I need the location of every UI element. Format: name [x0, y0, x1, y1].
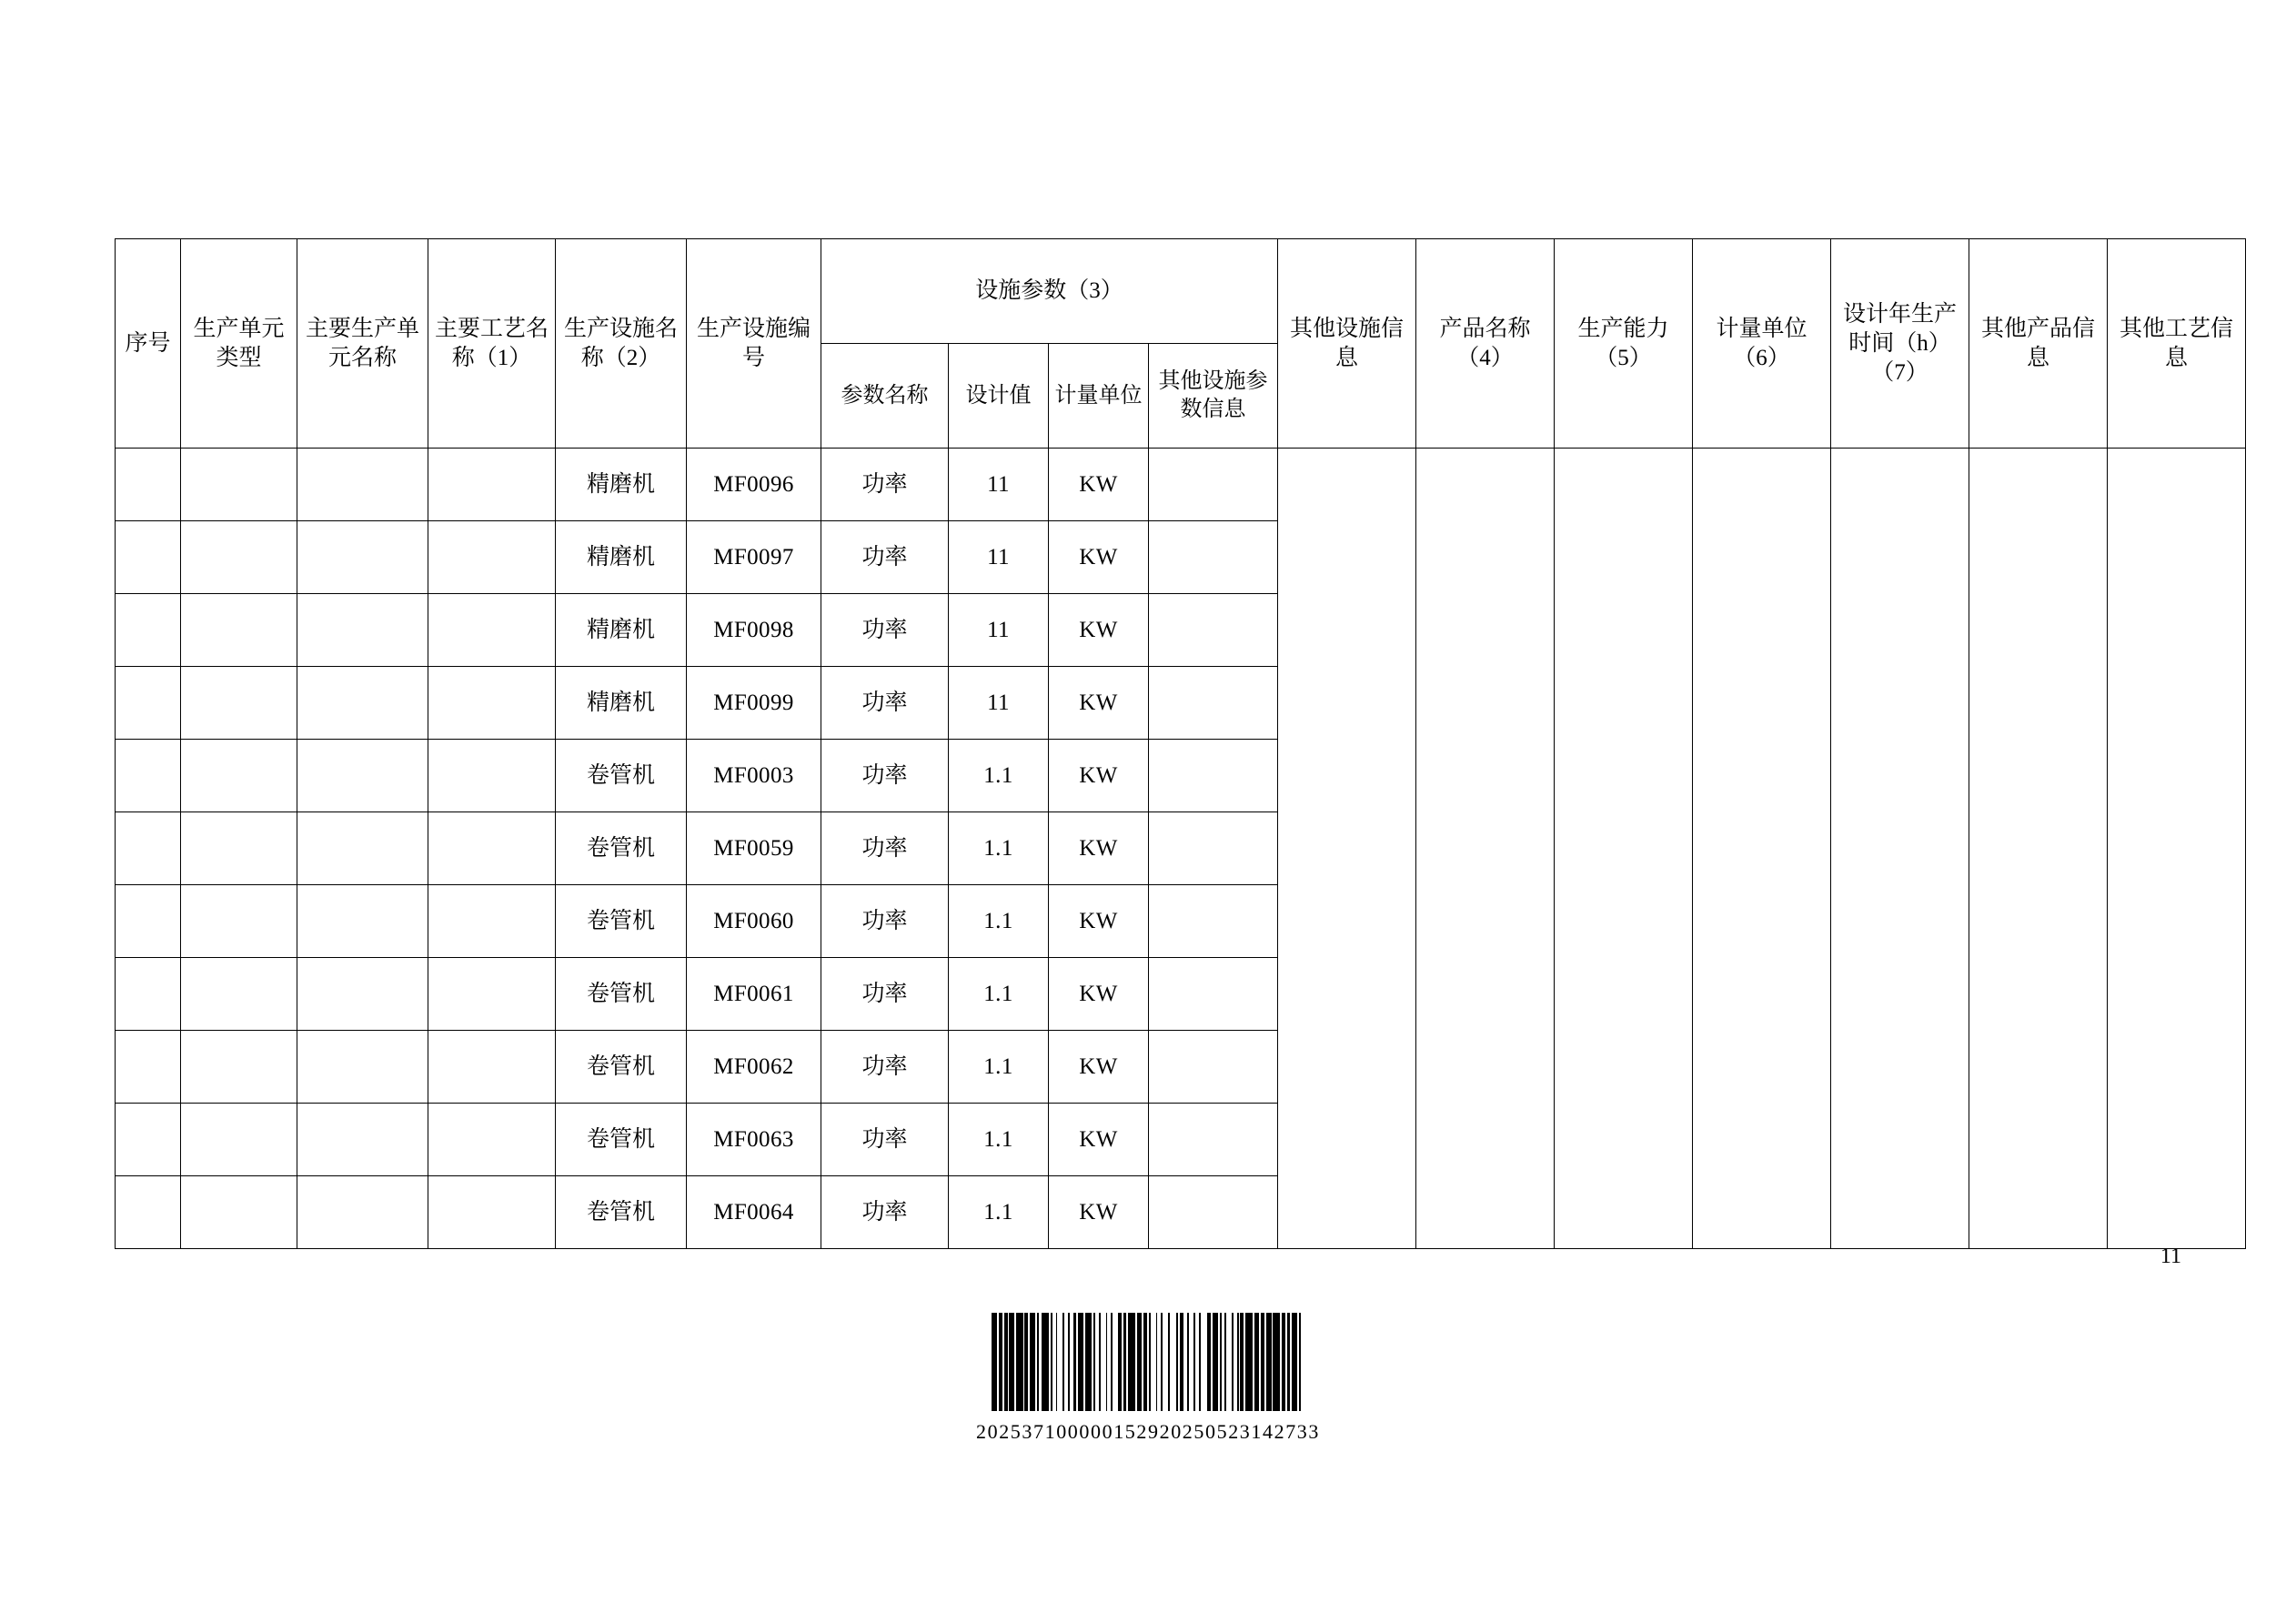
table-header — [116, 239, 2246, 449]
cell-param-unit: KW — [1049, 449, 1149, 521]
cell-unit-type — [181, 1104, 297, 1176]
cell-design-value: 11 — [949, 594, 1049, 667]
cell-facility-no: MF0064 — [687, 1176, 821, 1249]
cell-capacity — [1555, 449, 1693, 1249]
table-header-row-1 — [116, 239, 2246, 344]
cell-process-name — [428, 885, 556, 958]
cell-facility-no: MF0062 — [687, 1031, 821, 1104]
cell-param-unit: KW — [1049, 740, 1149, 812]
cell-process-name — [428, 1176, 556, 1249]
production-facility-table-wrapper — [115, 238, 2234, 1249]
cell-facility-no: MF0059 — [687, 812, 821, 885]
cell-process-name — [428, 594, 556, 667]
column-header-unit-type: 生产单元类型 — [181, 239, 297, 449]
cell-unit-name — [297, 958, 428, 1031]
column-header-unit-name: 主要生产单元名称 — [297, 239, 428, 449]
cell-other-param-info — [1149, 885, 1278, 958]
cell-facility-name: 卷管机 — [556, 740, 687, 812]
cell-param-name: 功率 — [821, 1104, 949, 1176]
cell-facility-name: 精磨机 — [556, 521, 687, 594]
cell-facility-no: MF0060 — [687, 885, 821, 958]
column-header-capacity-unit: 计量单位（6） — [1693, 239, 1831, 449]
cell-design-value: 1.1 — [949, 1176, 1049, 1249]
cell-facility-name: 卷管机 — [556, 958, 687, 1031]
cell-unit-name — [297, 885, 428, 958]
cell-seq — [116, 1031, 181, 1104]
cell-product-name — [1416, 449, 1555, 1249]
column-header-annual-hours: 设计年生产时间（h）（7） — [1831, 239, 1969, 449]
cell-unit-name — [297, 1104, 428, 1176]
cell-other-param-info — [1149, 1176, 1278, 1249]
cell-facility-no: MF0063 — [687, 1104, 821, 1176]
cell-unit-name — [297, 812, 428, 885]
cell-unit-type — [181, 812, 297, 885]
cell-other-param-info — [1149, 958, 1278, 1031]
cell-param-name: 功率 — [821, 885, 949, 958]
cell-param-name: 功率 — [821, 1176, 949, 1249]
cell-design-value: 11 — [949, 667, 1049, 740]
column-header-process-name: 主要工艺名称（1） — [428, 239, 556, 449]
cell-seq — [116, 667, 181, 740]
cell-unit-type — [181, 449, 297, 521]
cell-param-name: 功率 — [821, 812, 949, 885]
column-header-facility-no: 生产设施编号 — [687, 239, 821, 449]
cell-facility-no: MF0096 — [687, 449, 821, 521]
table-row — [116, 449, 2246, 521]
cell-seq — [116, 521, 181, 594]
cell-param-name: 功率 — [821, 958, 949, 1031]
column-header-other-facility-info: 其他设施信息 — [1278, 239, 1416, 449]
cell-design-value: 1.1 — [949, 740, 1049, 812]
cell-param-name: 功率 — [821, 594, 949, 667]
cell-design-value: 1.1 — [949, 1031, 1049, 1104]
cell-facility-name: 卷管机 — [556, 1176, 687, 1249]
cell-param-unit: KW — [1049, 958, 1149, 1031]
cell-seq — [116, 1104, 181, 1176]
cell-seq — [116, 812, 181, 885]
cell-process-name — [428, 521, 556, 594]
cell-param-name: 功率 — [821, 740, 949, 812]
cell-facility-no: MF0061 — [687, 958, 821, 1031]
column-header-product-name: 产品名称（4） — [1416, 239, 1555, 449]
cell-seq — [116, 885, 181, 958]
cell-other-param-info — [1149, 812, 1278, 885]
cell-param-unit: KW — [1049, 1031, 1149, 1104]
cell-other-param-info — [1149, 740, 1278, 812]
cell-other-process-info — [2108, 449, 2246, 1249]
cell-param-name: 功率 — [821, 667, 949, 740]
cell-seq — [116, 740, 181, 812]
column-header-other-process-info: 其他工艺信息 — [2108, 239, 2246, 449]
cell-process-name — [428, 1104, 556, 1176]
cell-other-facility-info — [1278, 449, 1416, 1249]
cell-unit-name — [297, 667, 428, 740]
cell-process-name — [428, 1031, 556, 1104]
cell-facility-no: MF0099 — [687, 667, 821, 740]
column-header-facility-name: 生产设施名称（2） — [556, 239, 687, 449]
cell-design-value: 11 — [949, 521, 1049, 594]
cell-param-name: 功率 — [821, 521, 949, 594]
cell-design-value: 1.1 — [949, 1104, 1049, 1176]
cell-design-value: 1.1 — [949, 812, 1049, 885]
cell-unit-name — [297, 521, 428, 594]
column-header-seq: 序号 — [116, 239, 181, 449]
cell-param-unit: KW — [1049, 594, 1149, 667]
cell-unit-type — [181, 958, 297, 1031]
cell-facility-no: MF0097 — [687, 521, 821, 594]
cell-unit-type — [181, 667, 297, 740]
page-number: 11 — [2160, 1245, 2181, 1268]
table-body — [116, 449, 2246, 1249]
cell-param-unit: KW — [1049, 885, 1149, 958]
column-header-param-unit: 计量单位 — [1049, 344, 1149, 449]
cell-design-value: 1.1 — [949, 885, 1049, 958]
cell-param-name: 功率 — [821, 449, 949, 521]
cell-unit-type — [181, 740, 297, 812]
barcode-block — [0, 1301, 2296, 1444]
cell-facility-name: 卷管机 — [556, 1104, 687, 1176]
cell-other-param-info — [1149, 594, 1278, 667]
cell-unit-type — [181, 885, 297, 958]
cell-other-param-info — [1149, 1031, 1278, 1104]
cell-param-unit: KW — [1049, 1104, 1149, 1176]
cell-facility-name: 精磨机 — [556, 594, 687, 667]
production-facility-table — [115, 238, 2246, 1249]
column-header-other-param-info: 其他设施参数信息 — [1149, 344, 1278, 449]
column-header-other-product-info: 其他产品信息 — [1969, 239, 2108, 449]
cell-capacity-unit — [1693, 449, 1831, 1249]
cell-seq — [116, 1176, 181, 1249]
cell-param-unit: KW — [1049, 1176, 1149, 1249]
cell-unit-type — [181, 521, 297, 594]
cell-unit-type — [181, 1176, 297, 1249]
cell-facility-no: MF0098 — [687, 594, 821, 667]
cell-process-name — [428, 958, 556, 1031]
cell-facility-name: 卷管机 — [556, 812, 687, 885]
column-header-capacity: 生产能力（5） — [1555, 239, 1693, 449]
cell-other-param-info — [1149, 667, 1278, 740]
cell-param-unit: KW — [1049, 521, 1149, 594]
column-header-param-name: 参数名称 — [821, 344, 949, 449]
cell-annual-hours — [1831, 449, 1969, 1249]
cell-other-param-info — [1149, 521, 1278, 594]
cell-unit-name — [297, 740, 428, 812]
cell-unit-type — [181, 594, 297, 667]
cell-seq — [116, 594, 181, 667]
cell-process-name — [428, 812, 556, 885]
cell-unit-name — [297, 1176, 428, 1249]
cell-unit-type — [181, 1031, 297, 1104]
cell-design-value: 1.1 — [949, 958, 1049, 1031]
cell-other-product-info — [1969, 449, 2108, 1249]
cell-facility-name: 卷管机 — [556, 885, 687, 958]
cell-param-name: 功率 — [821, 1031, 949, 1104]
cell-facility-no: MF0003 — [687, 740, 821, 812]
cell-facility-name: 精磨机 — [556, 449, 687, 521]
cell-process-name — [428, 449, 556, 521]
cell-other-param-info — [1149, 449, 1278, 521]
cell-param-unit: KW — [1049, 812, 1149, 885]
cell-seq — [116, 958, 181, 1031]
cell-unit-name — [297, 594, 428, 667]
column-header-facility-params-group: 设施参数（3） — [821, 239, 1278, 344]
cell-param-unit: KW — [1049, 667, 1149, 740]
column-header-design-value: 设计值 — [949, 344, 1049, 449]
cell-unit-name — [297, 1031, 428, 1104]
barcode-number: 202537100000152920250523142733 — [976, 1420, 1320, 1443]
cell-unit-name — [297, 449, 428, 521]
cell-facility-name: 精磨机 — [556, 667, 687, 740]
cell-other-param-info — [1149, 1104, 1278, 1176]
cell-design-value: 11 — [949, 449, 1049, 521]
cell-process-name — [428, 667, 556, 740]
cell-process-name — [428, 740, 556, 812]
cell-facility-name: 卷管机 — [556, 1031, 687, 1104]
barcode-image — [992, 1313, 1304, 1411]
cell-seq — [116, 449, 181, 521]
